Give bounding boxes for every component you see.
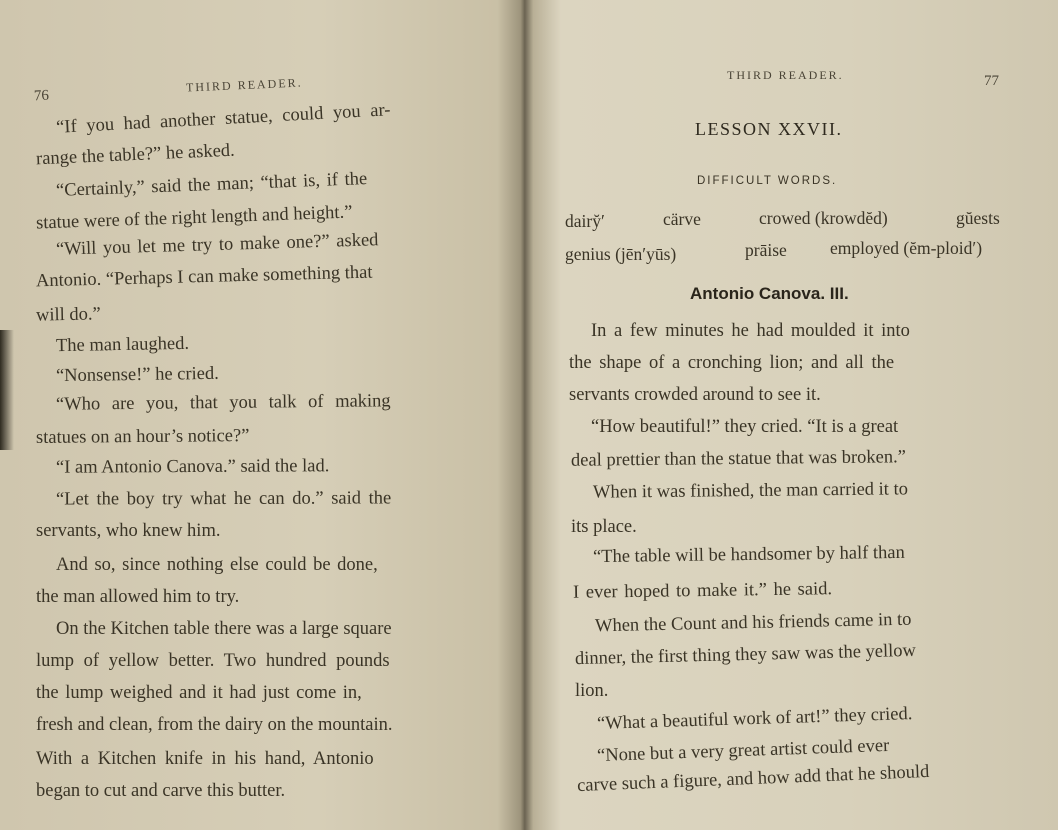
text-line: statue were of the right length and height.” <box>35 202 353 234</box>
text-line: “I am Antonio Canova.” said the lad. <box>55 456 330 478</box>
text-line: “If you had another statue, could you ar- <box>55 100 391 138</box>
text-line: “Certainly,” said the man; “that is, if the <box>55 169 368 201</box>
story-title: Antonio Canova. III. <box>690 284 849 303</box>
text-line: “Nonsense!” he cried. <box>55 363 219 387</box>
text-line: the man allowed him to try. <box>36 587 240 607</box>
text-line: fresh and clean, from the dairy on the mountain. <box>36 715 393 735</box>
running-head-left: THIRD READER. <box>185 75 303 95</box>
difficult-word: cärve <box>663 209 701 229</box>
text-line: “The table will be handsomer by half than <box>592 542 905 568</box>
text-line: Antonio. “Perhaps I can make something that <box>35 262 373 292</box>
text-line: “Will you let me try to make one?” asked <box>55 230 379 260</box>
difficult-word: crowed (krowdĕd) <box>759 208 888 228</box>
text-line: On the Kitchen table there was a large square <box>56 619 392 639</box>
text-line: began to cut and carve this butter. <box>36 781 286 801</box>
text-line: “What a beautiful work of art!” they cried. <box>596 704 913 734</box>
left-page <box>0 0 515 830</box>
text-line: lion. <box>575 681 609 701</box>
text-line: When the Count and his friends came in to <box>594 609 912 637</box>
text-line: range the table?” he asked. <box>35 140 236 170</box>
text-line: “None but a very great artist could ever <box>596 735 890 767</box>
text-line: deal prettier than the statue that was broken.” <box>570 447 907 471</box>
text-line: I ever hoped to make it.” he said. <box>572 579 833 603</box>
text-line: And so, since nothing else could be done, <box>56 555 378 575</box>
lesson-heading: LESSON XXVII. <box>695 119 843 139</box>
text-line: servants crowded around to see it. <box>569 385 821 405</box>
page-number-right: 77 <box>984 73 999 89</box>
difficult-words-heading: DIFFICULT WORDS. <box>697 175 838 187</box>
difficult-word: prāise <box>745 240 787 260</box>
right-page <box>525 0 1058 830</box>
text-line: will do.” <box>35 304 101 326</box>
difficult-word: genius (jēn′yūs) <box>565 244 677 264</box>
text-line: “How beautiful!” they cried. “It is a great <box>591 417 899 437</box>
text-line: “Let the boy try what he can do.” said the <box>55 488 392 510</box>
text-line: statues on an hour’s notice?” <box>35 426 250 448</box>
text-line: its place. <box>571 517 637 537</box>
text-line: the lump weighed and it had just come in, <box>36 683 362 703</box>
difficult-word: gŭests <box>956 208 1000 228</box>
text-line: “Who are you, that you talk of making <box>55 391 391 415</box>
text-line: carve such a figure, and how add that he should <box>576 761 930 797</box>
text-line: In a few minutes he had moulded it into <box>591 321 910 341</box>
text-line: the shape of a cronching lion; and all the <box>569 353 895 373</box>
difficult-word: employed (ĕm-ploid′) <box>830 238 983 258</box>
text-line: servants, who knew him. <box>36 521 221 541</box>
text-line: When it was finished, the man carried it to <box>592 479 909 503</box>
text-line: The man laughed. <box>55 333 190 357</box>
text-line: lump of yellow better. Two hundred pounds <box>36 651 390 671</box>
text-line: dinner, the first thing they saw was the yellow <box>574 640 917 670</box>
text-line: With a Kitchen knife in his hand, Antonio <box>36 749 374 769</box>
running-head-right: THIRD READER. <box>727 68 844 82</box>
difficult-word: dairy̆′ <box>565 211 605 231</box>
page-edge-shadow <box>0 330 14 450</box>
page-number-left: 76 <box>33 87 50 105</box>
